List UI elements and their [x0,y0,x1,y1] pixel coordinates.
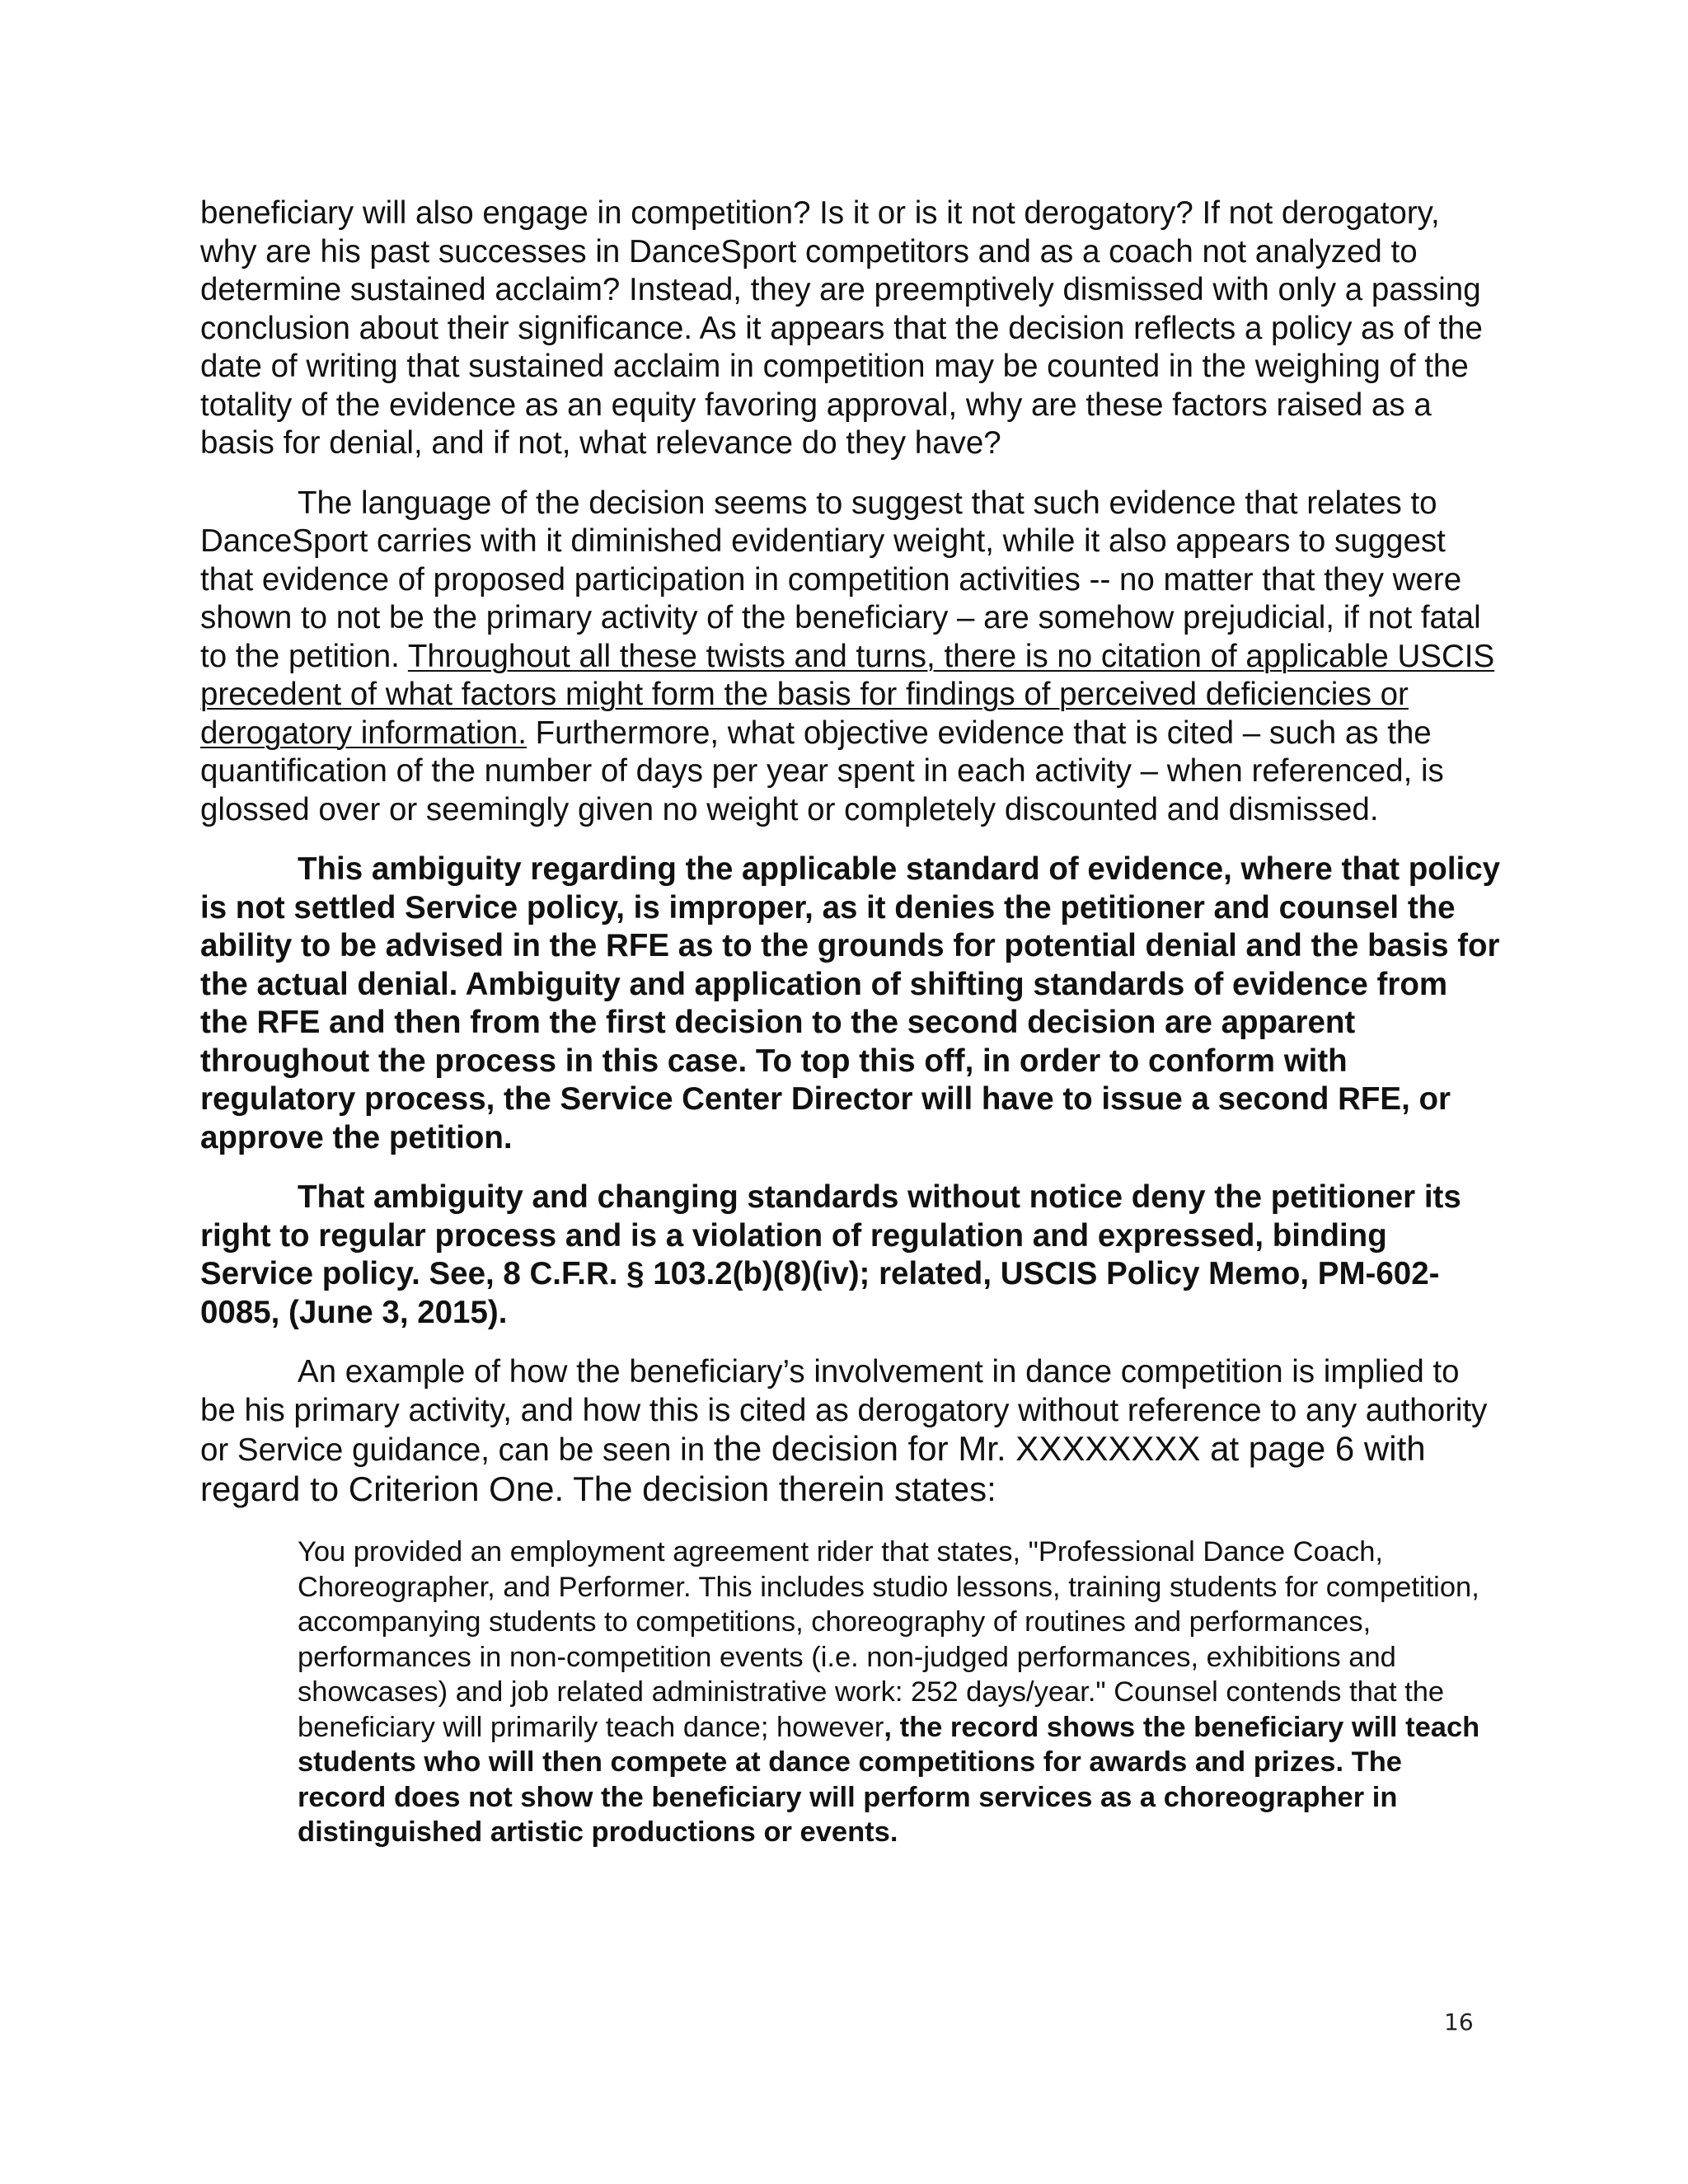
paragraph-2-text-a: The language of the decision seems to suggest that such evidence that relates to DanceSport carries with it diminished evidentiary weight, while it also appears to suggest that evidence of proposed participation in competition activities -- no matter that they were shown to not be the primary activity of the beneficiary – are somehow prejudicial, if not fatal to the petition. [200,485,1481,674]
page-number: 16 [1444,2008,1474,2036]
paragraph-2-underlined-text: Throughout all these twists and turns, there is no citation of applicable USCIS precedent of what factors might form the basis for findings of perceived deficiencies or derogatory information. [200,638,1495,751]
paragraph-5 [200,1353,1503,1510]
paragraph-2-text-b: Furthermore, what objective evidence that is cited – such as the quantification of the number of days per year spent in each activity – when referenced, is glossed over or seemingly given no weight or completely discounted and dismissed. [200,715,1444,827]
paragraph-4-bold [200,1179,1503,1332]
block-quote [298,1535,1489,1850]
block-quote-text-a: You provided an employment agreement rider that states, "Professional Dance Coach, Choreographer, and Performer. This includes studio lessons, training students for competition, accompanying students to competitions, choreography of routines and performances, performances in non-competition events (i.e. non-judged performances, exhibitions and showcases) and job related administrative work: 252 days/year." Counsel contends that the beneficiary will primarily teach dance; however [298,1536,1479,1743]
paragraph-5-text-a: An example of how the beneficiary’s involvement in dance competition is implied to be his primary activity, and how this is cited as derogatory without reference to any authority or Service guidance, can be seen in [200,1354,1488,1468]
paragraph-3-text: This ambiguity regarding the applicable standard of evidence, where that policy is not settled Service policy, is improper, as it denies the petitioner and counsel the ability to be advised in the RFE as to the grounds for potential denial and the basis for the actual denial. Ambiguity and application of shifting standards of evidence from the RFE and then from the first decision to the second decision are apparent throughout the process in this case. To top this off, in order to conform with regulatory process, the Service Center Director will have to issue a second RFE, or approve the petition. [200,851,1501,1155]
paragraph-4-text: That ambiguity and changing standards without notice deny the petitioner its right to regular process and is a violation of regulation and expressed, binding Service policy. See, 8 C.F.R. § 103.2(b)(8)(iv); related, USCIS Policy Memo, PM-602-0085, (June 3, 2015). [200,1179,1461,1330]
paragraph-1 [200,194,1503,463]
paragraph-1-text: beneficiary will also engage in competition? Is it or is it not derogatory? If not derogatory, why are his past successes in DanceSport competitors and as a coach not analyzed to determine sustained acclaim? Instead, they are preemptively dismissed with only a passing conclusion about their significance. As it appears that the decision reflects a policy as of the date of writing that sustained acclaim in competition may be counted in the weighing of the totality of the evidence as an equity favoring approval, why are these factors raised as a basis for denial, and if not, what relevance do they have? [200,195,1483,461]
block-quote-bold-text: , the record shows the beneficiary will teach students who will then compete at dance competitions for awards and prizes. The record does not show the beneficiary will perform services as a choreographer in distinguished artistic productions or events. [298,1711,1480,1848]
paragraph-3-bold [200,851,1503,1157]
paragraph-2 [200,485,1503,830]
paragraph-5-text-b: the decision for Mr. XXXXXXXX at page 6 with regard to Criterion One. The decision therein states: [200,1429,1426,1508]
document-page [200,194,1503,1850]
